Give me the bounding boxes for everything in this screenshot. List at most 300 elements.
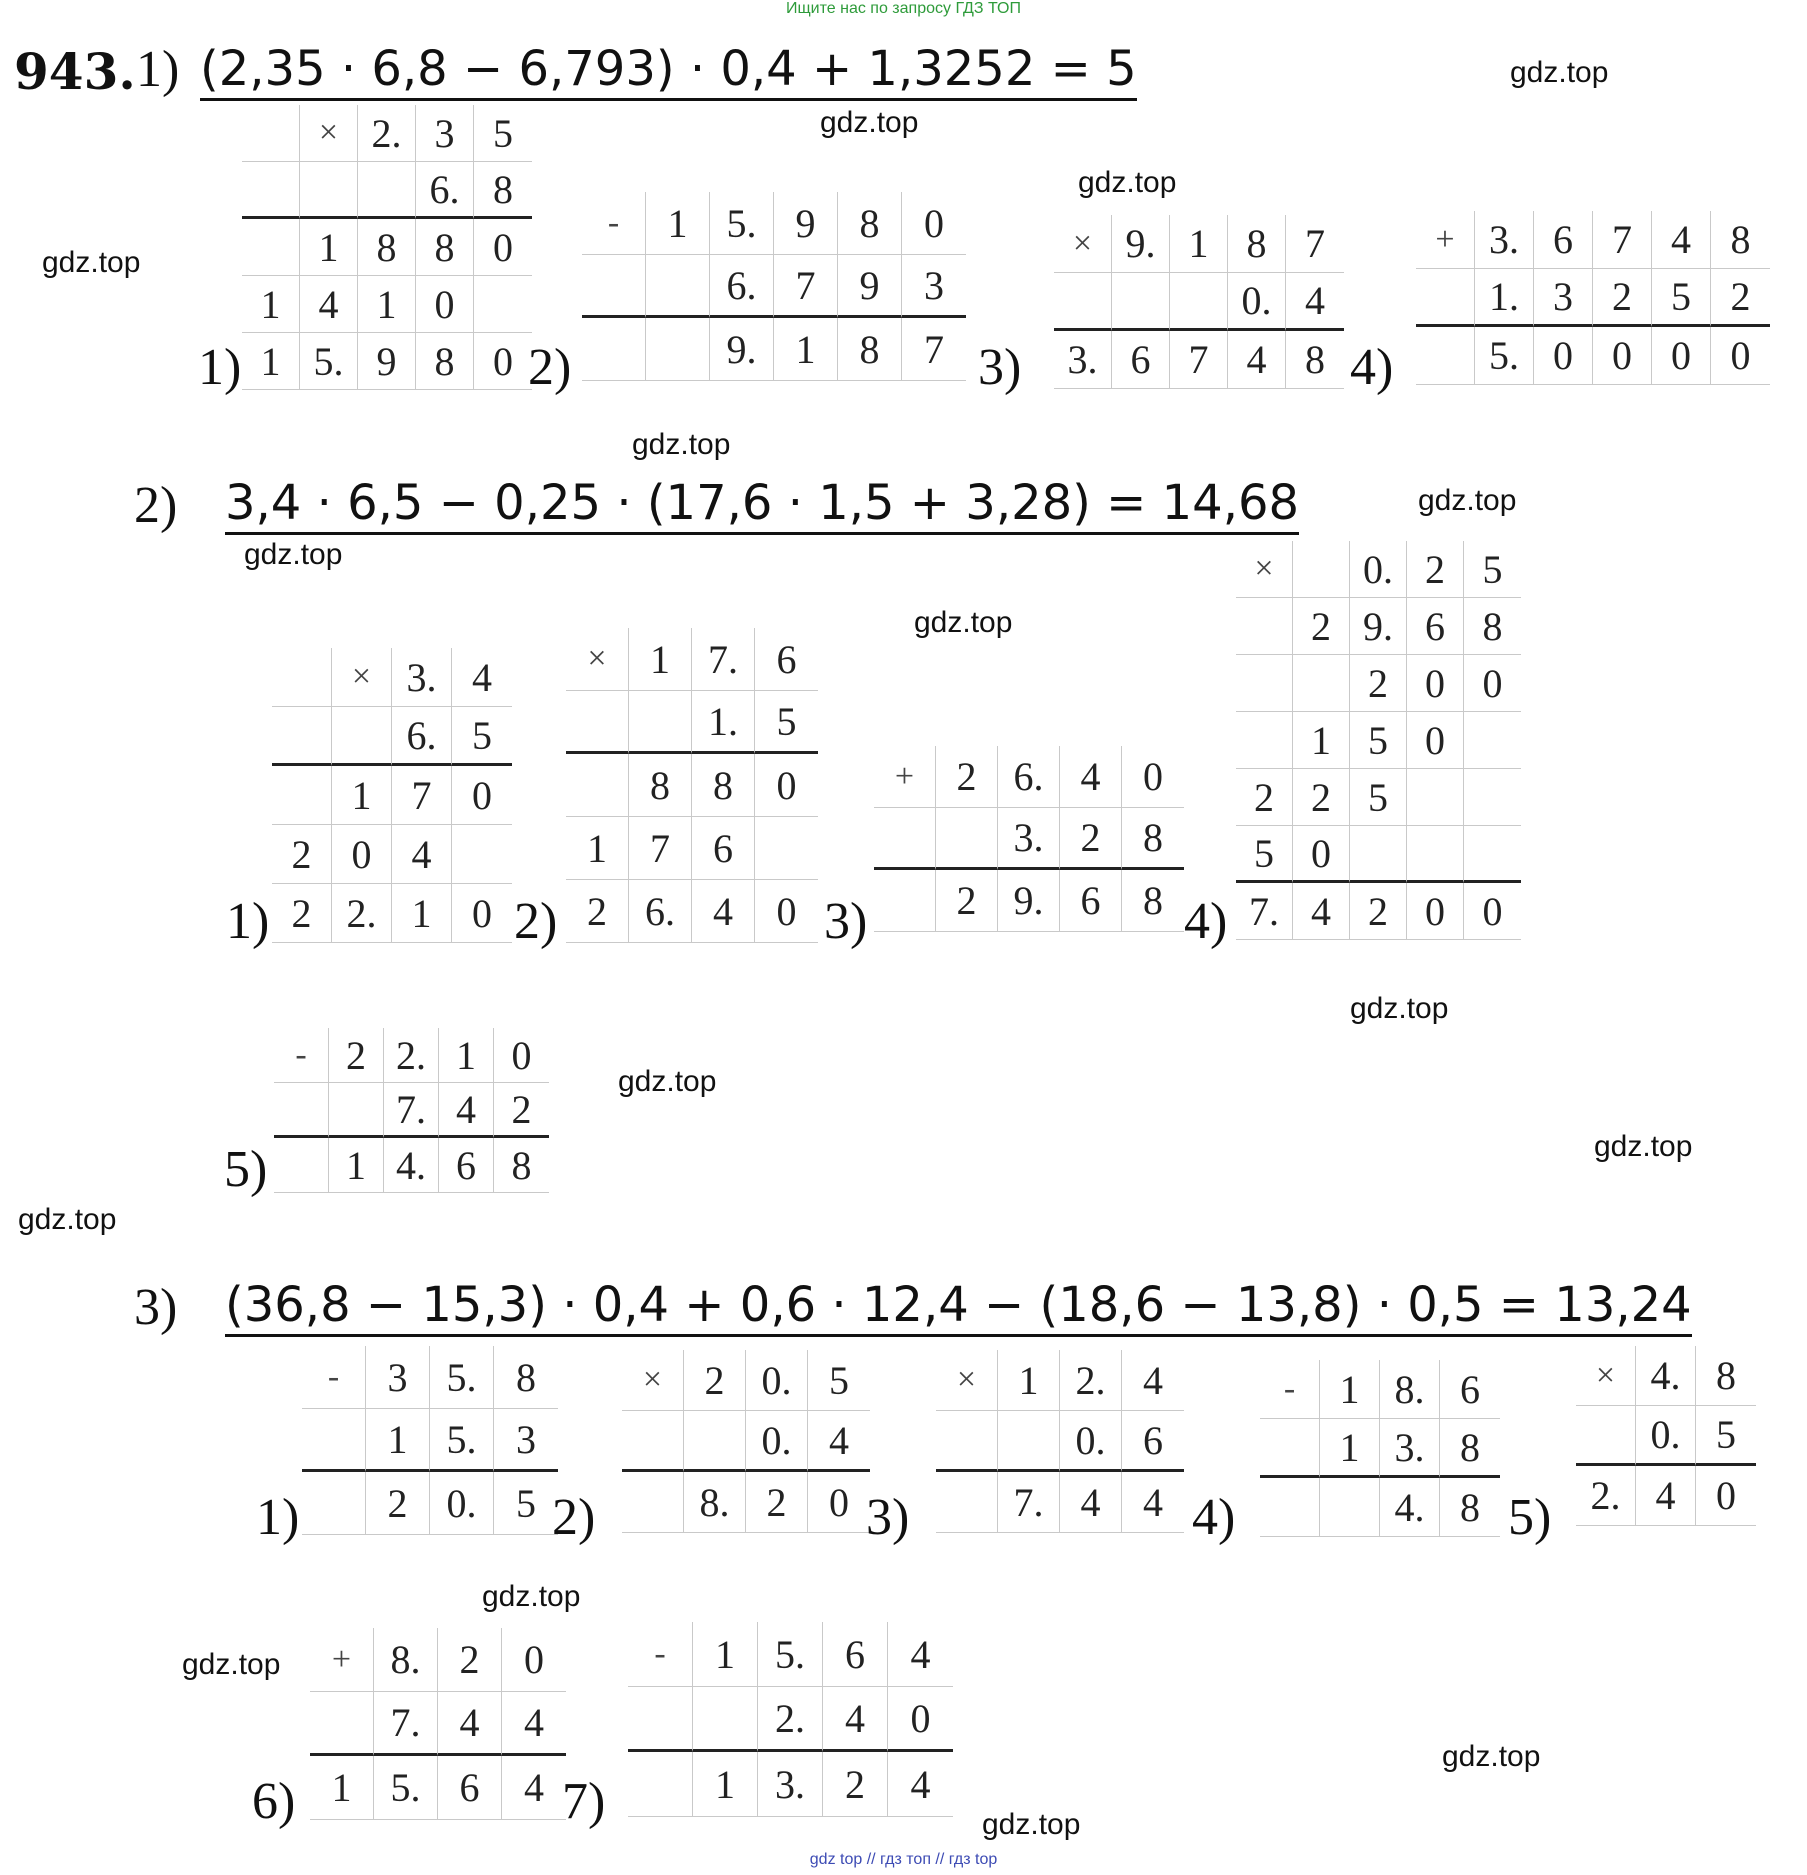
digit-cell <box>474 276 532 333</box>
digit-cell: 7. <box>374 1692 438 1756</box>
digit-cell: 5 <box>494 1472 558 1535</box>
digit-cell <box>693 1687 758 1752</box>
digit-cell: 0 <box>1122 746 1184 808</box>
digit-cell: 2. <box>332 884 392 943</box>
digit-cell <box>874 808 936 870</box>
digit-cell: 2 <box>1350 655 1407 712</box>
digit-cell: 0 <box>1464 883 1521 940</box>
digit-cell <box>582 255 646 318</box>
digit-cell: 4 <box>1636 1466 1696 1526</box>
watermark: gdz.top <box>244 538 343 571</box>
digit-cell: 5. <box>710 192 774 255</box>
digit-cell <box>646 318 710 381</box>
digit-cell <box>1112 273 1170 331</box>
digit-cell: 6. <box>392 707 452 766</box>
digit-cell <box>1236 712 1293 769</box>
digit-cell: 6 <box>1440 1360 1500 1419</box>
digit-cell: 7 <box>902 318 966 381</box>
step-grid <box>302 1346 558 1535</box>
watermark: gdz.top <box>1418 484 1517 517</box>
digit-cell: 0. <box>1228 273 1286 331</box>
digit-cell: 0. <box>746 1411 808 1472</box>
digit-cell: - <box>1260 1360 1320 1419</box>
step-label: 1) <box>256 1489 300 1546</box>
digit-cell: 0 <box>452 884 512 943</box>
step-grid <box>242 105 532 390</box>
digit-cell <box>646 255 710 318</box>
digit-cell: 6. <box>416 162 474 219</box>
step-label: 1) <box>198 339 242 396</box>
digit-cell: + <box>1416 211 1475 269</box>
digit-cell <box>936 1411 998 1472</box>
digit-cell: 5 <box>1696 1406 1756 1466</box>
digit-cell: 4 <box>438 1692 502 1756</box>
digit-cell: 1 <box>242 333 300 390</box>
digit-cell: 1 <box>629 628 692 691</box>
digit-cell: 1 <box>646 192 710 255</box>
digit-cell: 9. <box>1112 215 1170 273</box>
digit-cell <box>300 162 358 219</box>
digit-cell <box>622 1472 684 1533</box>
digit-cell: 2. <box>758 1687 823 1752</box>
digit-cell: 0 <box>1652 327 1711 385</box>
step-label: 3) <box>978 339 1022 396</box>
digit-cell <box>329 1083 384 1138</box>
digit-cell: 9 <box>358 333 416 390</box>
watermark: gdz.top <box>1350 992 1449 1025</box>
digit-cell: 6 <box>1122 1411 1184 1472</box>
digit-cell: × <box>566 628 629 691</box>
section-label: 3) <box>134 1279 178 1336</box>
digit-cell: 2 <box>823 1752 888 1817</box>
digit-cell: 1 <box>998 1350 1060 1411</box>
digit-cell: 9. <box>710 318 774 381</box>
digit-cell: 1 <box>329 1138 384 1193</box>
digit-cell: 8 <box>629 754 692 817</box>
watermark: gdz.top <box>618 1065 717 1098</box>
digit-cell: 0. <box>430 1472 494 1535</box>
step-grid <box>1260 1360 1500 1537</box>
footer-banner: gdz top // гдз топ // гдз top <box>809 1851 998 1868</box>
digit-cell <box>622 1411 684 1472</box>
digit-cell <box>1260 1478 1320 1537</box>
problem-number: 943. <box>14 42 136 101</box>
digit-cell <box>566 754 629 817</box>
digit-cell: 1 <box>693 1752 758 1817</box>
digit-cell: 2. <box>1060 1350 1122 1411</box>
digit-cell: 3. <box>1475 211 1534 269</box>
digit-cell: 1 <box>693 1622 758 1687</box>
watermark: gdz.top <box>914 606 1013 639</box>
digit-cell: 8 <box>1122 808 1184 870</box>
digit-cell: × <box>1576 1346 1636 1406</box>
digit-cell: 8 <box>1286 331 1344 389</box>
digit-cell: - <box>274 1028 329 1083</box>
watermark: gdz.top <box>1078 166 1177 199</box>
digit-cell: 0 <box>1593 327 1652 385</box>
digit-cell <box>1236 655 1293 712</box>
digit-cell: 8 <box>1696 1346 1756 1406</box>
digit-cell: 4 <box>1293 883 1350 940</box>
step-grid <box>582 192 966 381</box>
digit-cell: 2 <box>438 1628 502 1692</box>
digit-cell <box>310 1692 374 1756</box>
digit-cell: 0 <box>888 1687 953 1752</box>
digit-cell: 2 <box>366 1472 430 1535</box>
digit-cell: 2 <box>1407 541 1464 598</box>
digit-cell: 3. <box>1380 1419 1440 1478</box>
search-banner: Ищите нас по запросу ГДЗ ТОП <box>786 0 1021 17</box>
digit-cell <box>1293 541 1350 598</box>
digit-cell <box>1350 826 1407 883</box>
digit-cell: 0. <box>746 1350 808 1411</box>
digit-cell: 1 <box>392 884 452 943</box>
digit-cell: 0 <box>416 276 474 333</box>
digit-cell: 2. <box>1576 1466 1636 1526</box>
digit-cell: 1 <box>1170 215 1228 273</box>
digit-cell: 8. <box>1380 1360 1440 1419</box>
watermark: gdz.top <box>1510 56 1609 89</box>
digit-cell: 0 <box>1534 327 1593 385</box>
digit-cell: 2 <box>1293 769 1350 826</box>
digit-cell <box>242 219 300 276</box>
digit-cell <box>358 162 416 219</box>
section-label: 1) <box>136 41 180 98</box>
digit-cell <box>1407 826 1464 883</box>
digit-cell: 3. <box>998 808 1060 870</box>
digit-cell: 4 <box>1122 1472 1184 1533</box>
digit-cell: 5. <box>430 1409 494 1472</box>
digit-cell: 6. <box>629 880 692 943</box>
digit-cell: + <box>874 746 936 808</box>
digit-cell: 0 <box>755 880 818 943</box>
digit-cell: 2 <box>1293 598 1350 655</box>
digit-cell: 2 <box>936 870 998 932</box>
digit-cell: × <box>332 648 392 707</box>
step-label: 1) <box>226 893 270 950</box>
digit-cell: 0 <box>332 825 392 884</box>
digit-cell <box>998 1411 1060 1472</box>
digit-cell: 4 <box>1122 1350 1184 1411</box>
digit-cell: 7 <box>774 255 838 318</box>
digit-cell: 2 <box>684 1350 746 1411</box>
digit-cell <box>242 162 300 219</box>
digit-cell: 8 <box>1711 211 1770 269</box>
digit-cell: 6 <box>438 1756 502 1820</box>
step-label: 3) <box>824 893 868 950</box>
digit-cell <box>566 691 629 754</box>
digit-cell: 2 <box>746 1472 808 1533</box>
digit-cell <box>302 1472 366 1535</box>
digit-cell <box>1320 1478 1380 1537</box>
digit-cell <box>628 1752 693 1817</box>
digit-cell: 0 <box>808 1472 870 1533</box>
digit-cell: 3 <box>1534 269 1593 327</box>
digit-cell <box>629 691 692 754</box>
digit-cell: 0 <box>474 219 532 276</box>
digit-cell: 3 <box>902 255 966 318</box>
digit-cell: 3. <box>392 648 452 707</box>
digit-cell: 0 <box>452 766 512 825</box>
digit-cell: + <box>310 1628 374 1692</box>
digit-cell: 4. <box>1380 1478 1440 1537</box>
step-grid <box>628 1622 953 1817</box>
digit-cell: 1 <box>1293 712 1350 769</box>
watermark: gdz.top <box>1442 1740 1541 1773</box>
digit-cell: 5. <box>1475 327 1534 385</box>
digit-cell: 9 <box>838 255 902 318</box>
step-grid <box>310 1628 566 1820</box>
digit-cell: 1 <box>1320 1419 1380 1478</box>
digit-cell: 3 <box>366 1346 430 1409</box>
digit-cell: 2 <box>1350 883 1407 940</box>
digit-cell: 0. <box>1350 541 1407 598</box>
digit-cell: 2. <box>384 1028 439 1083</box>
digit-cell <box>452 825 512 884</box>
digit-cell: 4. <box>384 1138 439 1193</box>
watermark: gdz.top <box>632 428 731 461</box>
digit-cell: 8 <box>692 754 755 817</box>
digit-cell: 4 <box>1228 331 1286 389</box>
digit-cell: 7. <box>998 1472 1060 1533</box>
digit-cell: 7 <box>1593 211 1652 269</box>
digit-cell: 4 <box>300 276 358 333</box>
step-grid <box>566 628 818 943</box>
step-grid <box>622 1350 870 1533</box>
digit-cell: 2 <box>566 880 629 943</box>
digit-cell: 2. <box>358 105 416 162</box>
step-grid <box>874 746 1184 932</box>
digit-cell: 3 <box>416 105 474 162</box>
digit-cell: 2 <box>1593 269 1652 327</box>
digit-cell: 5 <box>452 707 512 766</box>
digit-cell: 6 <box>1112 331 1170 389</box>
digit-cell <box>684 1411 746 1472</box>
digit-cell: 4 <box>502 1756 566 1820</box>
equation: (36,8 − 15,3) · 0,4 + 0,6 · 12,4 − (18,6 − 13,8) · 0,5 = 13,24 <box>225 1276 1692 1337</box>
digit-cell <box>1054 273 1112 331</box>
digit-cell <box>1293 655 1350 712</box>
digit-cell: 8 <box>416 333 474 390</box>
digit-cell: 0 <box>755 754 818 817</box>
digit-cell <box>874 870 936 932</box>
digit-cell: 4 <box>1652 211 1711 269</box>
step-grid <box>272 648 512 943</box>
digit-cell <box>272 766 332 825</box>
step-label: 4) <box>1192 1489 1236 1546</box>
digit-cell: 6 <box>1407 598 1464 655</box>
digit-cell: 4 <box>823 1687 888 1752</box>
digit-cell: 8. <box>374 1628 438 1692</box>
digit-cell <box>1464 769 1521 826</box>
digit-cell: 7 <box>1286 215 1344 273</box>
digit-cell: 5 <box>1350 769 1407 826</box>
digit-cell: 7 <box>629 817 692 880</box>
digit-cell: 8 <box>1464 598 1521 655</box>
digit-cell: 4 <box>888 1752 953 1817</box>
digit-cell: 1. <box>692 691 755 754</box>
digit-cell: 0 <box>1711 327 1770 385</box>
watermark: gdz.top <box>1594 1130 1693 1163</box>
digit-cell: 1 <box>439 1028 494 1083</box>
digit-cell <box>1464 712 1521 769</box>
digit-cell <box>272 707 332 766</box>
digit-cell: 5 <box>808 1350 870 1411</box>
step-grid <box>1236 541 1521 940</box>
digit-cell: 0 <box>1407 712 1464 769</box>
digit-cell: 6 <box>439 1138 494 1193</box>
digit-cell: × <box>936 1350 998 1411</box>
watermark: gdz.top <box>182 1648 281 1681</box>
digit-cell: 1. <box>1475 269 1534 327</box>
digit-cell: 1 <box>310 1756 374 1820</box>
digit-cell: 5 <box>755 691 818 754</box>
digit-cell: 2 <box>494 1083 549 1138</box>
digit-cell <box>936 808 998 870</box>
digit-cell: 8 <box>474 162 532 219</box>
digit-cell: 2 <box>272 825 332 884</box>
digit-cell: 7. <box>692 628 755 691</box>
digit-cell <box>272 648 332 707</box>
watermark: gdz.top <box>42 246 141 279</box>
step-grid <box>936 1350 1184 1533</box>
digit-cell: 6 <box>823 1622 888 1687</box>
digit-cell: - <box>302 1346 366 1409</box>
digit-cell: 4 <box>439 1083 494 1138</box>
digit-cell: 1 <box>774 318 838 381</box>
digit-cell: 0 <box>494 1028 549 1083</box>
digit-cell: 5. <box>300 333 358 390</box>
digit-cell: 5 <box>474 105 532 162</box>
digit-cell: 7. <box>1236 883 1293 940</box>
digit-cell: × <box>1054 215 1112 273</box>
digit-cell <box>274 1083 329 1138</box>
equation: (2,35 · 6,8 − 6,793) · 0,4 + 1,3252 = 5 <box>200 40 1137 101</box>
digit-cell <box>1576 1406 1636 1466</box>
digit-cell: 8 <box>494 1138 549 1193</box>
digit-cell: 0 <box>1407 655 1464 712</box>
digit-cell <box>1236 598 1293 655</box>
digit-cell: 4 <box>1060 1472 1122 1533</box>
digit-cell: 8 <box>838 318 902 381</box>
digit-cell: 3. <box>1054 331 1112 389</box>
digit-cell: 4. <box>1636 1346 1696 1406</box>
digit-cell <box>302 1409 366 1472</box>
digit-cell: 8 <box>358 219 416 276</box>
digit-cell: 3 <box>494 1409 558 1472</box>
digit-cell: 8 <box>1440 1419 1500 1478</box>
digit-cell: 4 <box>392 825 452 884</box>
digit-cell: 5. <box>374 1756 438 1820</box>
digit-cell: 8. <box>684 1472 746 1533</box>
digit-cell: 8 <box>494 1346 558 1409</box>
digit-cell: 9. <box>998 870 1060 932</box>
digit-cell: 2 <box>272 884 332 943</box>
step-label: 2) <box>552 1489 596 1546</box>
step-grid <box>274 1028 549 1193</box>
digit-cell <box>582 318 646 381</box>
step-label: 5) <box>224 1141 268 1198</box>
digit-cell: 2 <box>1060 808 1122 870</box>
digit-cell: 5 <box>1652 269 1711 327</box>
step-label: 7) <box>562 1773 606 1830</box>
digit-cell: - <box>582 192 646 255</box>
watermark: gdz.top <box>820 106 919 139</box>
digit-cell: 0 <box>902 192 966 255</box>
watermark: gdz.top <box>482 1580 581 1613</box>
digit-cell <box>936 1472 998 1533</box>
digit-cell: 9 <box>774 192 838 255</box>
step-label: 4) <box>1350 339 1394 396</box>
digit-cell: 1 <box>300 219 358 276</box>
digit-cell <box>1407 769 1464 826</box>
digit-cell: 1 <box>366 1409 430 1472</box>
digit-cell: 6. <box>998 746 1060 808</box>
digit-cell: - <box>628 1622 693 1687</box>
digit-cell: 7 <box>392 766 452 825</box>
digit-cell <box>1260 1419 1320 1478</box>
digit-cell: 0. <box>1060 1411 1122 1472</box>
digit-cell: 4 <box>808 1411 870 1472</box>
digit-cell: 0 <box>474 333 532 390</box>
digit-cell <box>242 105 300 162</box>
digit-cell: 0 <box>502 1628 566 1692</box>
digit-cell: 7 <box>1170 331 1228 389</box>
digit-cell: 4 <box>1060 746 1122 808</box>
step-label: 4) <box>1184 893 1228 950</box>
step-grid <box>1416 211 1770 385</box>
step-label: 5) <box>1508 1489 1552 1546</box>
digit-cell: 2 <box>936 746 998 808</box>
digit-cell <box>332 707 392 766</box>
digit-cell: 4 <box>452 648 512 707</box>
digit-cell: 4 <box>692 880 755 943</box>
digit-cell: 7. <box>384 1083 439 1138</box>
digit-cell: 0 <box>1293 826 1350 883</box>
digit-cell: × <box>300 105 358 162</box>
digit-cell: 1 <box>242 276 300 333</box>
step-label: 6) <box>252 1773 296 1830</box>
digit-cell: 5 <box>1236 826 1293 883</box>
step-label: 2) <box>528 339 572 396</box>
digit-cell: 8 <box>1228 215 1286 273</box>
digit-cell: 9. <box>1350 598 1407 655</box>
digit-cell: × <box>622 1350 684 1411</box>
digit-cell <box>755 817 818 880</box>
digit-cell: 5. <box>430 1346 494 1409</box>
digit-cell: 0. <box>1636 1406 1696 1466</box>
digit-cell: × <box>1236 541 1293 598</box>
step-label: 2) <box>514 893 558 950</box>
digit-cell: 6 <box>755 628 818 691</box>
digit-cell <box>1416 269 1475 327</box>
digit-cell: 8 <box>838 192 902 255</box>
digit-cell: 1 <box>332 766 392 825</box>
step-label: 3) <box>866 1489 910 1546</box>
digit-cell <box>1464 826 1521 883</box>
digit-cell: 4 <box>502 1692 566 1756</box>
digit-cell: 5. <box>758 1622 823 1687</box>
equation: 3,4 · 6,5 − 0,25 · (17,6 · 1,5 + 3,28) = 14,68 <box>225 474 1299 535</box>
watermark: gdz.top <box>18 1203 117 1236</box>
digit-cell: 2 <box>329 1028 384 1083</box>
digit-cell: 8 <box>416 219 474 276</box>
digit-cell: 8 <box>1440 1478 1500 1537</box>
section-label: 2) <box>134 477 178 534</box>
digit-cell: 3. <box>758 1752 823 1817</box>
digit-cell: 6 <box>1060 870 1122 932</box>
digit-cell: 4 <box>1286 273 1344 331</box>
